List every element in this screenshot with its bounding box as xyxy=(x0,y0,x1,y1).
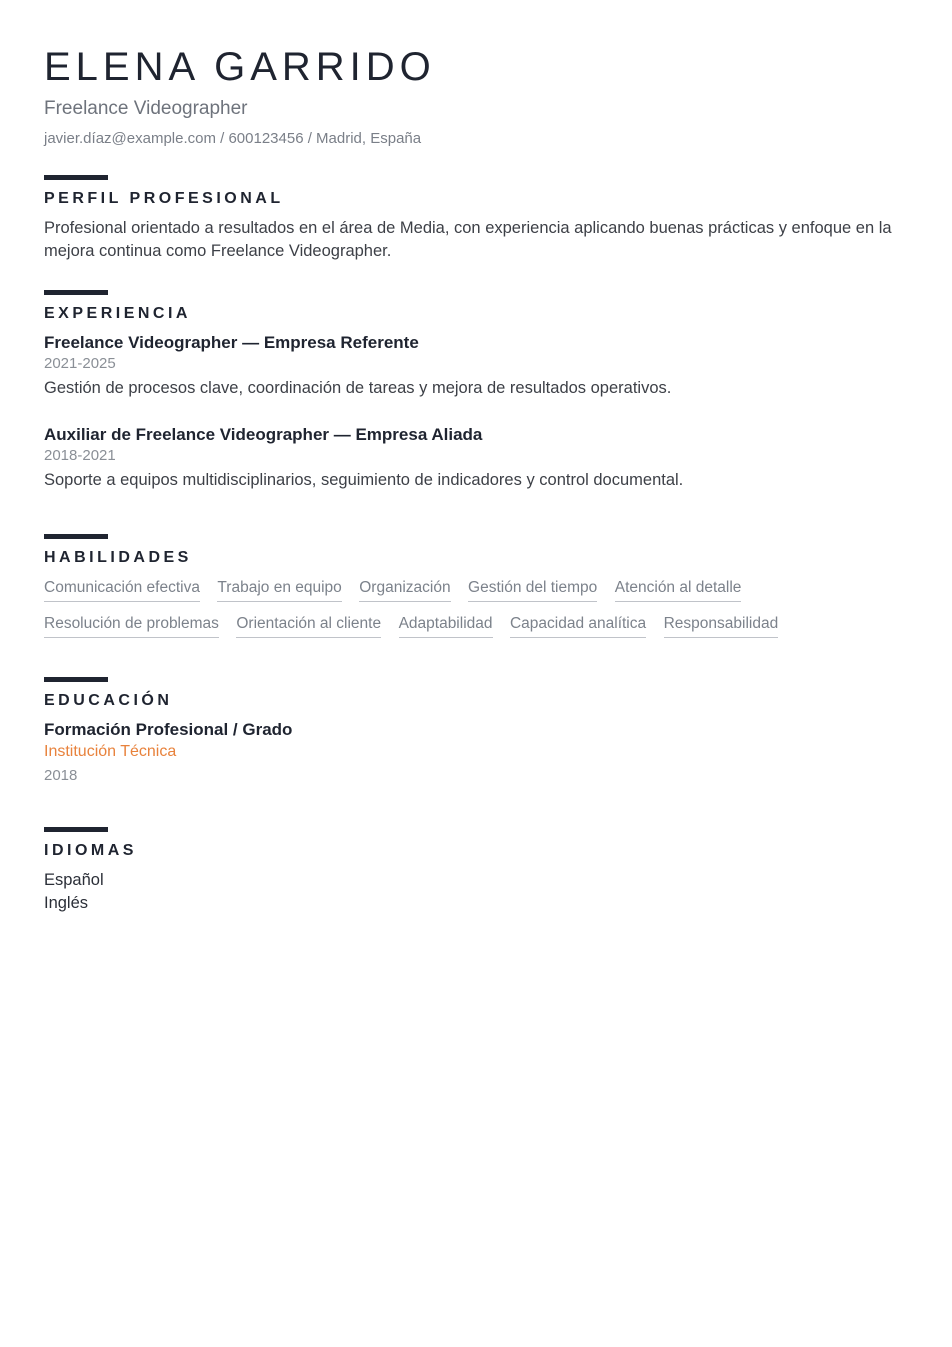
contact-line: javier.díaz@example.com / 600123456 / Madrid, España xyxy=(44,130,422,147)
job-title: Freelance Videographer — Empresa Referente xyxy=(44,333,419,352)
language-item: Inglés xyxy=(44,894,89,912)
section-divider xyxy=(44,534,108,539)
skill-item: Responsabilidad xyxy=(664,614,779,638)
section-divider xyxy=(44,827,108,832)
job-entry xyxy=(44,332,908,400)
language-item: Español xyxy=(44,871,104,889)
skills-list xyxy=(44,576,908,650)
skill-item: Resolución de problemas xyxy=(44,614,219,638)
section-languages xyxy=(44,827,908,915)
section-divider xyxy=(44,290,108,295)
profile-text: Profesional orientado a resultados en el área de Media, con experiencia aplicando buenas prácticas y enfoque en la mejora continua como Freelance Videographer. xyxy=(44,219,892,260)
profile-heading: PERFIL PROFESIONAL xyxy=(44,190,284,207)
skill-item: Orientación al cliente xyxy=(236,614,381,638)
skills-heading: HABILIDADES xyxy=(44,549,192,566)
section-experience xyxy=(44,290,908,492)
skill-item: Trabajo en equipo xyxy=(217,578,341,602)
skill-item: Adaptabilidad xyxy=(399,614,493,638)
languages-heading: IDIOMAS xyxy=(44,842,137,859)
skill-item: Comunicación efectiva xyxy=(44,578,200,602)
resume-header xyxy=(44,46,908,148)
education-heading: EDUCACIÓN xyxy=(44,692,173,709)
section-skills xyxy=(44,534,908,650)
section-divider xyxy=(44,175,108,180)
job-title: Auxiliar de Freelance Videographer — Empresa Aliada xyxy=(44,425,483,444)
job-dates: 2021-2025 xyxy=(44,355,116,372)
candidate-job-title: Freelance Videographer xyxy=(44,98,248,119)
job-description: Soporte a equipos multidisciplinarios, seguimiento de indicadores y control documental. xyxy=(44,471,684,489)
skill-item: Gestión del tiempo xyxy=(468,578,597,602)
section-education xyxy=(44,677,908,785)
job-dates: 2018-2021 xyxy=(44,447,116,464)
experience-heading: EXPERIENCIA xyxy=(44,305,191,322)
job-description: Gestión de procesos clave, coordinación de tareas y mejora de resultados operativos. xyxy=(44,379,672,397)
section-profile xyxy=(44,175,908,263)
candidate-name: ELENA GARRIDO xyxy=(44,45,436,89)
skill-item: Organización xyxy=(359,578,450,602)
education-institution: Institución Técnica xyxy=(44,743,177,760)
skill-item: Atención al detalle xyxy=(615,578,742,602)
skill-item: Capacidad analítica xyxy=(510,614,646,638)
section-divider xyxy=(44,677,108,682)
job-entry xyxy=(44,424,908,492)
education-year: 2018 xyxy=(44,767,78,784)
education-degree: Formación Profesional / Grado xyxy=(44,720,293,739)
